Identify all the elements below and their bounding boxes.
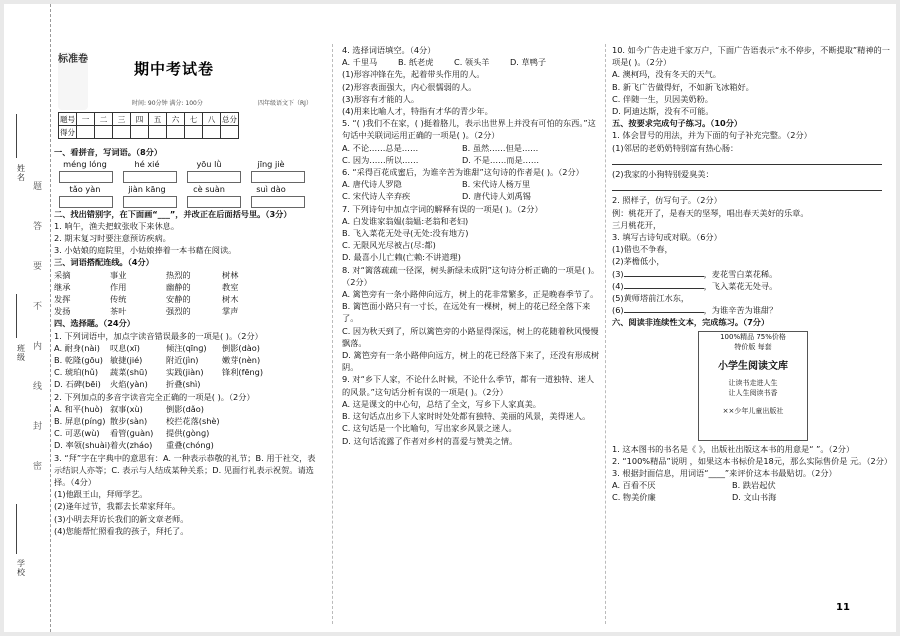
option-row[interactable]: A. 千里马 B. 纸老虎 C. 领头羊 D. 草鸭子 (342, 57, 547, 68)
question-text: 7. 下列诗句中加点字词的解释有误的一项是( )。（2分） (342, 203, 543, 214)
question-text: 5. “( )我们不在家，( )挺着胳儿，表示出世界上并没有可怕的东西。”这句话中关联词运用正确的一项是( )。（2分） (342, 118, 596, 141)
score-cell: 三 (113, 113, 131, 126)
seal-char: 封 (33, 422, 43, 432)
score-cell: 五 (149, 113, 167, 126)
question-text: 2. 照样子，仿写句子。（2分） (612, 195, 722, 206)
poem-line[interactable]: (4) ，飞入菜花无处寻。 (612, 280, 778, 291)
section-5-heading: 五、按要求完成句子练习。（10分） (612, 118, 743, 129)
question-text: 6. “采得百花成蜜后，为谁辛苦为谁甜”这句诗的作者是( )。（2分） (342, 167, 584, 178)
question-text: (2)形容表面强大，内心很懦弱的人。 (342, 81, 477, 92)
poem-line[interactable]: (5)黄师塔前江水东， (612, 293, 690, 304)
question-text: (1)邻居的老奶奶特别富有热心肠： (612, 142, 739, 153)
page-title: 期中考试卷 (134, 60, 215, 78)
name-line (16, 114, 17, 158)
match-row[interactable]: 发挥 传统 安静的 树木 (54, 294, 239, 305)
score-cell[interactable] (185, 126, 203, 139)
match-row[interactable]: 发扬 茶叶 强烈的 掌声 (54, 306, 239, 317)
question-text: 8. 对“篱落疏疏一径深，树头新绿未成阴”这句诗分析正确的一项是( )。（2分） (342, 264, 600, 287)
match-row[interactable]: 继承 作用 幽静的 教室 (54, 281, 239, 292)
question-text: (2)逢年过节，我都去长辈家拜年。 (54, 501, 181, 512)
question-text: 1. 响午，渔夫把蚊张收下来休息。 (54, 220, 180, 231)
name-label: 姓名 (17, 164, 25, 182)
exam-time: 时间: 90分钟 满分: 100分 (132, 100, 203, 107)
column-3 (612, 44, 892, 504)
option[interactable]: B. 这句话点出乡下人家时时处处都有独特、美丽的风景，美得迷人。 (342, 411, 591, 422)
question-text: 10. 如今广告走进千家万户，下面广告语表示“永不停步，不断提取”精神的一项是( )。（2分） (612, 45, 890, 68)
answer-boxes[interactable] (54, 195, 322, 208)
option[interactable]: A. 澳柯玛，没有冬天的天气。 (612, 69, 721, 80)
question-text: 1. 下列词语中，加点字读音错误最多的一项是( )。（2分） (54, 330, 263, 341)
score-cell[interactable] (221, 126, 239, 139)
option-row[interactable]: D. 石碑(bēi) 火焰(yàn) 折叠(shì) (54, 379, 201, 390)
class-label: 班级 (17, 344, 25, 362)
answer-line[interactable] (612, 180, 882, 191)
option[interactable]: D. 阿迪达斯，没有不可能。 (612, 106, 714, 117)
answer-line[interactable] (612, 154, 882, 165)
section-1-heading: 一、看拼音，写词语。（8分） (54, 147, 163, 157)
binding-strip (4, 4, 51, 632)
seal-char: 要 (33, 262, 43, 272)
seal-char: 线 (33, 382, 43, 392)
question-text: 3. 填写古诗句或对联。（6分） (612, 232, 722, 243)
option-row[interactable]: C. 可恶(wù) 看管(ɡuàn) 提供(ɡònɡ) (54, 428, 210, 439)
score-cell[interactable] (149, 126, 167, 139)
section-6-heading: 六、阅读非连续性文本，完成练习。（7分） (612, 317, 770, 328)
option[interactable]: B. 篱笆面小路只有一寸长，在远处有一棵树，树上的花已经全落下来了。 (342, 301, 591, 324)
pinyin: jiàn kāng (128, 183, 166, 194)
option[interactable]: B. 飞入菜花无处寻(无处:没有地方) (342, 228, 469, 239)
example-sentence: 例：桃花开了，是春天的坚琴，唱出春天美好的乐章。 (612, 207, 809, 218)
seal-char: 题 (33, 182, 43, 192)
pinyin: hé xié (134, 159, 160, 170)
score-cell: 一 (77, 113, 95, 126)
score-cell: 六 (167, 113, 185, 126)
column-divider (332, 44, 333, 624)
pinyin: suì dào (256, 183, 286, 194)
score-cell: 总分 (222, 114, 237, 124)
pinyin: méng lóng (63, 159, 107, 170)
pinyin: yōu lǜ (196, 159, 222, 170)
question-text: 三月桃花开， (612, 219, 662, 230)
option-row[interactable]: D. 率领(shuài)着火(zháo) 重叠(chónɡ) (54, 440, 214, 451)
option-row[interactable]: C. 物美价廉 D. 文山书海 (612, 492, 777, 503)
column-2 (342, 44, 600, 447)
option[interactable]: D. 这句话流露了作者对乡村的喜爱与赞美之情。 (342, 435, 518, 446)
option-row[interactable]: C. 宋代诗人辛弃疾 D. 唐代诗人刘禹锡 (342, 191, 531, 202)
question-text: 9. 对“乡下人家，不论什么时候，不论什么季节，都有一道独特、迷人的风景。”这句话分析有误的一项是( )。（2分） (342, 374, 595, 397)
poem-line[interactable]: (6) ，为谁辛苦为谁甜？ (612, 305, 778, 316)
option-row[interactable]: B. 乾隆(gōu) 敏捷(jié) 附近(jìn) 嫩芽(nèn) (54, 355, 261, 366)
pinyin-row (54, 183, 322, 195)
question-text: (2)我家的小狗特别爱臭美： (612, 169, 714, 180)
pinyin: tǎo yàn (69, 183, 101, 194)
score-cell[interactable] (131, 126, 149, 139)
answer-boxes[interactable] (54, 170, 322, 183)
option-row[interactable]: C. 因为……所以…… D. 不是……而是…… (342, 154, 540, 165)
score-cell: 二 (95, 113, 113, 126)
standard-badge: 标准卷 (58, 52, 88, 110)
school-line (16, 504, 17, 554)
score-cell: 四 (131, 113, 149, 126)
poem-line[interactable]: (3) ，麦花雪白菜花稀。 (612, 268, 778, 279)
option[interactable]: A. 这是课文的中心句，总结了全文，写乡下人家真美。 (342, 398, 541, 409)
score-cell: 七 (185, 113, 203, 126)
pinyin: jīng jiè (257, 159, 285, 170)
option-row[interactable]: A. 唐代诗人罗隐 B. 宋代诗人杨万里 (342, 179, 531, 190)
option[interactable]: A. 白发谁家翁媪(翁媪:老翁和老妇) (342, 215, 469, 226)
score-cell: 题号 (60, 114, 75, 124)
option-row[interactable]: A. 百看不厌 B. 跌岩起伏 (612, 480, 776, 491)
option[interactable]: D. 最喜小儿亡赖(亡赖:不讲道理) (342, 252, 461, 263)
score-cell[interactable] (203, 126, 221, 139)
option-row[interactable]: C. 琥珀(hǔ) 蔬菜(shū) 实践(jiàn) 锋利(fēng) (54, 367, 264, 378)
option-row[interactable]: A. 和平(huò) 叙事(xù) 倒影(dǎo) (54, 403, 204, 414)
score-cell[interactable] (77, 126, 95, 139)
score-table (58, 112, 239, 139)
pinyin-row (54, 158, 322, 170)
option[interactable]: A. 篱笆旁有一条小路伸向远方，树上的花非常繁多，正是晚春季节了。 (342, 289, 599, 300)
seal-char: 密 (33, 462, 43, 472)
poem-line[interactable]: (1)借也不争春， (612, 244, 673, 255)
score-cell[interactable] (167, 126, 185, 139)
option-row[interactable]: B. 屏息(pínɡ) 散步(sàn) 校拦花落(shè) (54, 416, 220, 427)
match-row[interactable]: 采摘 事业 热烈的 树林 (54, 269, 239, 280)
score-cell[interactable] (113, 126, 131, 139)
edition-label: 四年级语文下（RJ） (258, 100, 312, 107)
question-text: 2. 下列加点的多音字读音完全正确的一项是( )。（2分） (54, 391, 255, 402)
option[interactable]: C. 因为秋天到了，所以篱笆旁的小路显得深远，树上的花随着秋风慢慢飘落。 (342, 325, 599, 348)
question-text: 3. 小姑娘的庭院里，小姑娘捧着一本书藉在阅读。 (54, 245, 237, 256)
question-text: 3. 根据封面信息，用词语“____”来评价这本书最贴切。（2分） (612, 468, 837, 479)
score-cell: 得分 (60, 127, 75, 137)
book-cover: 100%精品 75%价格 特价版 每套 小学生阅读文库 让读书走进人生 让人生阅读书香 ××少年儿童出版社 (698, 331, 808, 441)
option[interactable]: B. 新飞广告做得好，不如新飞冰箱好。 (612, 81, 754, 92)
score-cell[interactable] (95, 126, 113, 139)
question-text: 1. 体会冒号的用法，并为下面的句子补充完整。（2分） (612, 130, 812, 141)
poem-line[interactable]: (2)茅檐低小， (612, 256, 665, 267)
question-text: (1)形容冲锋在先，起着带头作用的人。 (342, 69, 485, 80)
section-3-heading: 三、词语搭配连线。（4分） (54, 257, 154, 268)
question-text: 1. 这本图书的书名是《 》，出版社出版这本书的用意是“ ”。（2分） (612, 443, 855, 454)
class-line (16, 294, 17, 338)
option-row[interactable]: A. 耐身(nài) 叹息(xī) 倾注(qīnɡ) 倒影(dào) (54, 342, 260, 353)
question-text: 4. 选择词语填空。（4分） (342, 45, 436, 55)
question-text: 2. “100%精品”说明 ，如果这本书标价是18元，那么实际售价是 元。（2分） (612, 455, 893, 466)
question-text: (1)他跟王山，拜师学艺。 (54, 489, 148, 500)
column-1 (54, 146, 322, 537)
question-text: (3)小明去拜访长我们的新文章老师。 (54, 513, 189, 524)
question-text: (3)形容有才能的人。 (342, 93, 420, 104)
seal-char: 不 (33, 302, 43, 312)
section-2-heading: 二、找出错别字，在下面画“___”，并改正在后面括号里。（3分） (54, 208, 292, 219)
pinyin: cè suàn (193, 183, 225, 194)
question-text: 2. 期末复习时要注意预访疾病。 (54, 233, 171, 244)
exam-page (4, 4, 896, 632)
seal-char: 内 (33, 342, 43, 352)
page-number: 11 (836, 602, 850, 613)
section-4-heading: 四、选择题。（24分） (54, 318, 135, 329)
option-row[interactable]: A. 不论……总是…… B. 虽然……但是…… (342, 142, 539, 153)
school-label: 学校 (17, 559, 25, 577)
option[interactable]: D. 篱笆旁有一条小路伸向远方，树上的花已经落下来了，还没有形成树阴。 (342, 350, 600, 373)
score-cell: 八 (203, 113, 221, 126)
option[interactable]: C. 这句话是一个比喻句，写出家乡风景之迷人。 (342, 423, 517, 434)
question-text: (4)用来比喻人才，特指有才华的青少年。 (342, 106, 493, 117)
question-text: (4)您能帮忙照看我的孩子，拜托了。 (54, 525, 189, 536)
question-text: 3. “拜”字在字典中的意思有：A. 一种表示恭敬的礼节；B. 用于社交，表示结识人亦等；C. 表示与人结成某种关系；D. 见面行礼表示祝贺。请选择。（4分） (54, 452, 316, 488)
option[interactable]: C. 伴随一生，贝因美奶粉。 (612, 93, 713, 104)
option[interactable]: C. 无限风光尽被占(尽:都) (342, 240, 436, 251)
column-divider (605, 44, 606, 624)
seal-char: 答 (33, 222, 43, 232)
